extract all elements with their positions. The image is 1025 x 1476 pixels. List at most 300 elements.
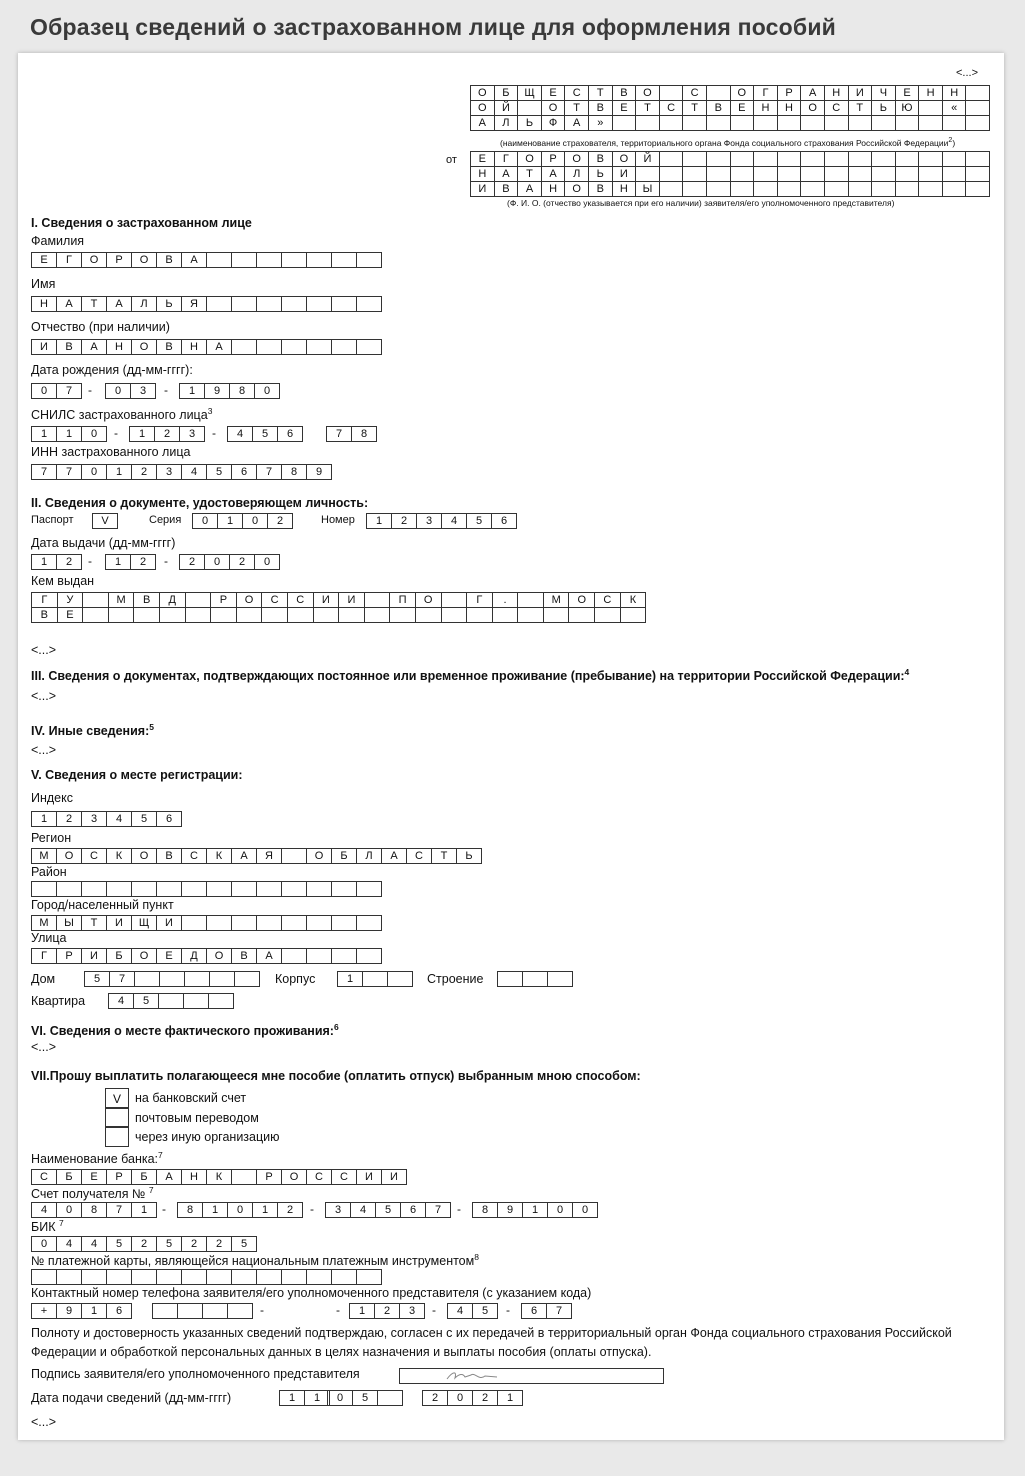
char-cell xyxy=(206,296,232,312)
char-cell: С xyxy=(682,85,707,101)
char-cell xyxy=(918,181,943,197)
char-cell: Б xyxy=(56,1169,82,1185)
char-cell: К xyxy=(206,1169,232,1185)
char-cell: 1 xyxy=(366,513,392,529)
char-cell: Е xyxy=(895,85,920,101)
bank-label: Наименование банка:$^7$ xyxy=(31,1150,163,1167)
char-cell: 0 xyxy=(81,426,107,442)
char-cell xyxy=(965,100,990,116)
account-part-3[interactable] xyxy=(325,1202,451,1218)
char-cell: 1 xyxy=(202,1202,228,1218)
char-cell xyxy=(158,993,184,1009)
char-cell: С xyxy=(331,1169,357,1185)
char-cell: 9 xyxy=(56,1303,82,1319)
submission-date-label: Дата подачи сведений (дд-мм-гггг) xyxy=(31,1391,232,1405)
char-cell: 0 xyxy=(31,1236,57,1252)
char-cell xyxy=(331,1269,357,1285)
char-cell xyxy=(415,607,442,623)
char-cell xyxy=(547,971,573,987)
series-field[interactable] xyxy=(192,513,293,529)
char-cell: О xyxy=(564,181,589,197)
char-cell: И xyxy=(313,592,340,608)
char-cell xyxy=(635,166,660,182)
phone-part-2[interactable] xyxy=(152,1303,253,1319)
char-cell xyxy=(942,166,967,182)
char-cell: В xyxy=(156,339,182,355)
char-cell: 6 xyxy=(277,426,303,442)
char-cell: 6 xyxy=(231,464,257,480)
passport-checkbox[interactable] xyxy=(92,513,118,529)
char-cell xyxy=(848,181,873,197)
char-cell: . xyxy=(492,592,519,608)
char-cell: К xyxy=(206,848,232,864)
char-cell xyxy=(466,607,493,623)
char-cell xyxy=(389,607,416,623)
char-cell xyxy=(256,1269,282,1285)
char-cell: О xyxy=(131,948,157,964)
option-postal-transfer: почтовым переводом xyxy=(135,1111,259,1125)
bank-account-checkbox[interactable]: V xyxy=(105,1088,129,1109)
birth-year[interactable] xyxy=(179,383,280,399)
char-cell xyxy=(227,1303,253,1319)
char-cell xyxy=(206,881,232,897)
char-cell xyxy=(281,1269,307,1285)
char-cell: Щ xyxy=(131,915,157,931)
char-cell: Н xyxy=(106,339,132,355)
insurer-grid xyxy=(470,86,990,131)
char-cell xyxy=(918,166,943,182)
char-cell xyxy=(356,915,382,931)
char-cell: И xyxy=(612,166,637,182)
submission-day[interactable] xyxy=(279,1390,330,1406)
char-cell xyxy=(131,881,157,897)
other-org-checkbox[interactable] xyxy=(105,1126,129,1147)
char-cell xyxy=(871,166,896,182)
char-cell xyxy=(331,948,357,964)
char-cell xyxy=(848,151,873,167)
char-cell: Р xyxy=(541,151,566,167)
char-cell: Н xyxy=(824,85,849,101)
char-cell: И xyxy=(848,85,873,101)
char-cell: 8 xyxy=(177,1202,203,1218)
char-cell xyxy=(517,592,544,608)
char-cell xyxy=(56,1269,82,1285)
ellipsis: <...> xyxy=(31,643,57,657)
char-cell xyxy=(730,151,755,167)
char-cell: Т xyxy=(517,166,542,182)
char-cell: Н xyxy=(918,85,943,101)
char-cell xyxy=(306,339,332,355)
snils-part-2[interactable] xyxy=(129,426,205,442)
char-cell: 1 xyxy=(337,971,363,987)
char-cell: 0 xyxy=(254,554,280,570)
char-cell: Т xyxy=(81,915,107,931)
char-cell xyxy=(377,1390,403,1406)
birth-label: Дата рождения (дд-мм-гггг): xyxy=(31,363,193,377)
district-field[interactable] xyxy=(31,881,382,897)
char-cell: О xyxy=(131,848,157,864)
char-cell xyxy=(56,881,82,897)
char-cell: 7 xyxy=(109,971,135,987)
char-cell: В xyxy=(706,100,731,116)
char-cell xyxy=(517,607,544,623)
char-cell: 2 xyxy=(206,1236,232,1252)
char-cell xyxy=(918,100,943,116)
surname-field[interactable] xyxy=(31,252,382,268)
char-cell: Р xyxy=(256,1169,282,1185)
char-cell: 5 xyxy=(466,513,492,529)
char-cell: И xyxy=(81,948,107,964)
street-field[interactable] xyxy=(31,948,382,964)
char-cell: 4 xyxy=(31,1202,57,1218)
char-cell xyxy=(682,115,707,131)
char-cell: 0 xyxy=(31,383,57,399)
char-cell xyxy=(918,115,943,131)
char-cell: Л xyxy=(564,166,589,182)
char-cell xyxy=(81,881,107,897)
char-cell: О xyxy=(470,85,495,101)
char-cell: 0 xyxy=(327,1390,353,1406)
phone-part-4[interactable] xyxy=(447,1303,498,1319)
birth-month[interactable] xyxy=(105,383,156,399)
char-cell xyxy=(895,115,920,131)
char-cell: Н xyxy=(181,1169,207,1185)
char-cell xyxy=(918,151,943,167)
char-cell xyxy=(256,252,282,268)
char-cell: А xyxy=(470,115,495,131)
char-cell: 1 xyxy=(279,1390,305,1406)
char-cell xyxy=(306,252,332,268)
char-cell xyxy=(635,115,660,131)
char-cell: Р xyxy=(210,592,237,608)
char-cell: 0 xyxy=(547,1202,573,1218)
flat-field[interactable] xyxy=(108,993,234,1009)
char-cell xyxy=(206,1269,232,1285)
char-cell: » xyxy=(588,115,613,131)
name-field[interactable] xyxy=(31,296,382,312)
char-cell: С xyxy=(564,85,589,101)
char-cell: 2 xyxy=(181,1236,207,1252)
char-cell xyxy=(156,1269,182,1285)
char-cell: Т xyxy=(682,100,707,116)
grid-row xyxy=(470,101,990,116)
char-cell: 4 xyxy=(447,1303,473,1319)
signature-field[interactable] xyxy=(399,1368,664,1384)
char-cell: Г xyxy=(494,151,519,167)
char-cell: Й xyxy=(635,151,660,167)
char-cell: 6 xyxy=(491,513,517,529)
signature-scribble xyxy=(445,1369,505,1383)
char-cell: 6 xyxy=(521,1303,547,1319)
char-cell: М xyxy=(31,848,57,864)
account-part-1[interactable] xyxy=(31,1202,157,1218)
char-cell: В xyxy=(133,592,160,608)
char-cell xyxy=(594,607,621,623)
section-5-heading: V. Сведения о месте регистрации: xyxy=(31,768,243,782)
char-cell: 0 xyxy=(242,513,268,529)
char-cell xyxy=(492,607,519,623)
char-cell: О xyxy=(730,85,755,101)
char-cell xyxy=(356,296,382,312)
index-label: Индекс xyxy=(31,791,73,805)
char-cell: Е xyxy=(730,100,755,116)
char-cell xyxy=(331,915,357,931)
char-cell: 1 xyxy=(131,1202,157,1218)
char-cell xyxy=(871,151,896,167)
char-cell xyxy=(706,181,731,197)
snils-part-3[interactable] xyxy=(227,426,303,442)
char-cell: 5 xyxy=(252,426,278,442)
char-cell: Е xyxy=(31,252,57,268)
char-cell xyxy=(800,166,825,182)
flat-label: Квартира xyxy=(31,994,86,1008)
passport-label: Паспорт xyxy=(31,514,74,526)
building-field[interactable] xyxy=(497,971,573,987)
char-cell: В xyxy=(56,339,82,355)
char-cell: 1 xyxy=(497,1390,523,1406)
section-6-heading: VI. Сведения о месте фактического проживания:$^6$ xyxy=(31,1022,339,1039)
char-cell: 5 xyxy=(133,993,159,1009)
ellipsis: <...> xyxy=(31,1040,57,1054)
char-cell: Т xyxy=(588,85,613,101)
char-cell: В xyxy=(494,181,519,197)
char-cell: А xyxy=(106,296,132,312)
char-cell xyxy=(231,1169,257,1185)
char-cell xyxy=(306,1269,332,1285)
char-cell: И xyxy=(31,339,57,355)
char-cell: Я xyxy=(256,848,282,864)
char-cell: Ь xyxy=(517,115,542,131)
region-field[interactable] xyxy=(31,848,482,864)
char-cell: У xyxy=(57,592,84,608)
confirmation-line-1: Полноту и достоверность указанных сведений подтверждаю, согласен с их передачей в территориальный орган Фонда социального страхования Российской xyxy=(31,1326,952,1340)
korpus-field[interactable] xyxy=(337,971,413,987)
char-cell xyxy=(730,115,755,131)
issue-month[interactable] xyxy=(105,554,156,570)
bank-field[interactable] xyxy=(31,1169,407,1185)
char-cell: О xyxy=(236,592,263,608)
char-cell: Н xyxy=(31,296,57,312)
char-cell xyxy=(281,881,307,897)
snils-part-1[interactable] xyxy=(31,426,107,442)
char-cell: В xyxy=(588,100,613,116)
char-cell: 7 xyxy=(546,1303,572,1319)
char-cell xyxy=(281,339,307,355)
char-cell: Р xyxy=(106,252,132,268)
char-cell: Г xyxy=(753,85,778,101)
confirmation-line-2: Федерации и обработкой персональных данных в целях назначения и выплаты пособия (оплаты отпуска). xyxy=(31,1345,652,1359)
phone-part-3[interactable] xyxy=(349,1303,425,1319)
char-cell: 7 xyxy=(326,426,352,442)
char-cell: 3 xyxy=(156,464,182,480)
char-cell xyxy=(338,607,365,623)
char-cell: 7 xyxy=(31,464,57,480)
char-cell: 8 xyxy=(229,383,255,399)
char-cell xyxy=(387,971,413,987)
char-cell xyxy=(106,881,132,897)
char-cell: А xyxy=(517,181,542,197)
index-field[interactable] xyxy=(31,811,182,827)
char-cell xyxy=(871,115,896,131)
char-cell xyxy=(730,181,755,197)
char-cell xyxy=(31,881,57,897)
phone-part-5[interactable] xyxy=(521,1303,572,1319)
char-cell: Е xyxy=(156,948,182,964)
option-other-org: через иную организацию xyxy=(135,1130,280,1144)
char-cell: 5 xyxy=(206,464,232,480)
char-cell: 7 xyxy=(106,1202,132,1218)
section-3-heading: III. Сведения о документах, подтверждающих постоянное или временное проживание (пребывание) на территории Российской Федерации:$^4$ xyxy=(31,667,910,684)
char-cell xyxy=(81,1269,107,1285)
char-cell: Ы xyxy=(635,181,660,197)
char-cell: 7 xyxy=(56,383,82,399)
char-cell xyxy=(206,915,232,931)
char-cell xyxy=(82,607,109,623)
char-cell: Е xyxy=(541,85,566,101)
issuer-grid[interactable] xyxy=(31,593,646,623)
number-field[interactable] xyxy=(366,513,517,529)
char-cell: О xyxy=(131,339,157,355)
char-cell: 8 xyxy=(281,464,307,480)
char-cell: 9 xyxy=(204,383,230,399)
account-part-2[interactable] xyxy=(177,1202,303,1218)
bik-field[interactable] xyxy=(31,1236,257,1252)
account-part-4[interactable] xyxy=(472,1202,598,1218)
char-cell xyxy=(659,181,684,197)
char-cell xyxy=(281,848,307,864)
patronymic-field[interactable] xyxy=(31,339,382,355)
char-cell xyxy=(133,607,160,623)
char-cell xyxy=(356,252,382,268)
char-cell: Я xyxy=(181,296,207,312)
char-cell: И xyxy=(156,915,182,931)
char-cell xyxy=(543,607,570,623)
char-cell: А xyxy=(231,848,257,864)
char-cell: Г xyxy=(31,592,58,608)
char-cell xyxy=(824,115,849,131)
char-cell: 7 xyxy=(425,1202,451,1218)
char-cell: 8 xyxy=(472,1202,498,1218)
char-cell: 0 xyxy=(105,383,131,399)
char-cell: О xyxy=(306,848,332,864)
char-cell: 2 xyxy=(422,1390,448,1406)
char-cell: Й xyxy=(494,100,519,116)
phone-part-1[interactable] xyxy=(31,1303,132,1319)
char-cell: 5 xyxy=(375,1202,401,1218)
phone-label: Контактный номер телефона заявителя/его уполномоченного представителя (с указанием кода) xyxy=(31,1286,592,1300)
char-cell xyxy=(281,296,307,312)
char-cell: 0 xyxy=(254,383,280,399)
char-cell xyxy=(356,948,382,964)
char-cell xyxy=(313,607,340,623)
char-cell xyxy=(306,881,332,897)
char-cell xyxy=(659,166,684,182)
applicant-grid xyxy=(470,152,990,197)
char-cell xyxy=(231,339,257,355)
char-cell: 5 xyxy=(106,1236,132,1252)
char-cell xyxy=(231,252,257,268)
inn-field[interactable] xyxy=(31,464,332,480)
submission-month[interactable] xyxy=(327,1390,403,1406)
char-cell: А xyxy=(81,339,107,355)
char-cell xyxy=(777,166,802,182)
city-field[interactable] xyxy=(31,915,382,931)
house-field[interactable] xyxy=(84,971,260,987)
char-cell: В xyxy=(588,151,613,167)
char-cell xyxy=(131,1269,157,1285)
char-cell: Е xyxy=(612,100,637,116)
ellipsis: <...> xyxy=(31,1415,57,1429)
char-cell xyxy=(612,115,637,131)
char-cell: 3 xyxy=(130,383,156,399)
char-cell: М xyxy=(108,592,135,608)
char-cell xyxy=(965,166,990,182)
char-cell: И xyxy=(338,592,365,608)
char-cell: Ь xyxy=(871,100,896,116)
char-cell: 7 xyxy=(56,464,82,480)
char-cell: 2 xyxy=(229,554,255,570)
char-cell xyxy=(441,592,468,608)
char-cell xyxy=(777,115,802,131)
char-cell: 6 xyxy=(106,1303,132,1319)
char-cell xyxy=(108,607,135,623)
city-label: Город/населенный пункт xyxy=(31,898,174,912)
char-cell: Н xyxy=(181,339,207,355)
char-cell: Л xyxy=(356,848,382,864)
char-cell xyxy=(181,915,207,931)
char-cell: П xyxy=(389,592,416,608)
char-cell: + xyxy=(31,1303,57,1319)
grid-row xyxy=(470,86,990,101)
issue-year[interactable] xyxy=(179,554,280,570)
char-cell xyxy=(942,181,967,197)
char-cell xyxy=(208,993,234,1009)
char-cell: А xyxy=(541,166,566,182)
char-cell: Ю xyxy=(895,100,920,116)
char-cell: 1 xyxy=(522,1202,548,1218)
card-field[interactable] xyxy=(31,1269,382,1285)
postal-transfer-checkbox[interactable] xyxy=(105,1107,129,1128)
char-cell xyxy=(753,181,778,197)
char-cell xyxy=(800,115,825,131)
char-cell: Н xyxy=(470,166,495,182)
birth-day[interactable] xyxy=(31,383,82,399)
snils-part-4[interactable] xyxy=(326,426,377,442)
char-cell: О xyxy=(56,848,82,864)
char-cell xyxy=(256,881,282,897)
char-cell xyxy=(824,181,849,197)
char-cell: С xyxy=(659,100,684,116)
issue-day[interactable] xyxy=(31,554,82,570)
char-cell: 5 xyxy=(131,811,157,827)
char-cell xyxy=(356,339,382,355)
char-cell: А xyxy=(381,848,407,864)
char-cell xyxy=(256,339,282,355)
char-cell: 1 xyxy=(349,1303,375,1319)
char-cell xyxy=(234,971,260,987)
char-cell xyxy=(177,1303,203,1319)
char-cell: 4 xyxy=(350,1202,376,1218)
char-cell: 4 xyxy=(441,513,467,529)
char-cell xyxy=(231,1269,257,1285)
char-cell: Л xyxy=(131,296,157,312)
char-cell: Е xyxy=(470,151,495,167)
char-cell: 4 xyxy=(227,426,253,442)
char-cell: Г xyxy=(56,252,82,268)
submission-year[interactable] xyxy=(422,1390,523,1406)
applicant-caption: (Ф. И. О. (отчество указывается при его наличии) заявителя/его уполномоченного представителя) xyxy=(507,198,895,208)
char-cell: О xyxy=(541,100,566,116)
